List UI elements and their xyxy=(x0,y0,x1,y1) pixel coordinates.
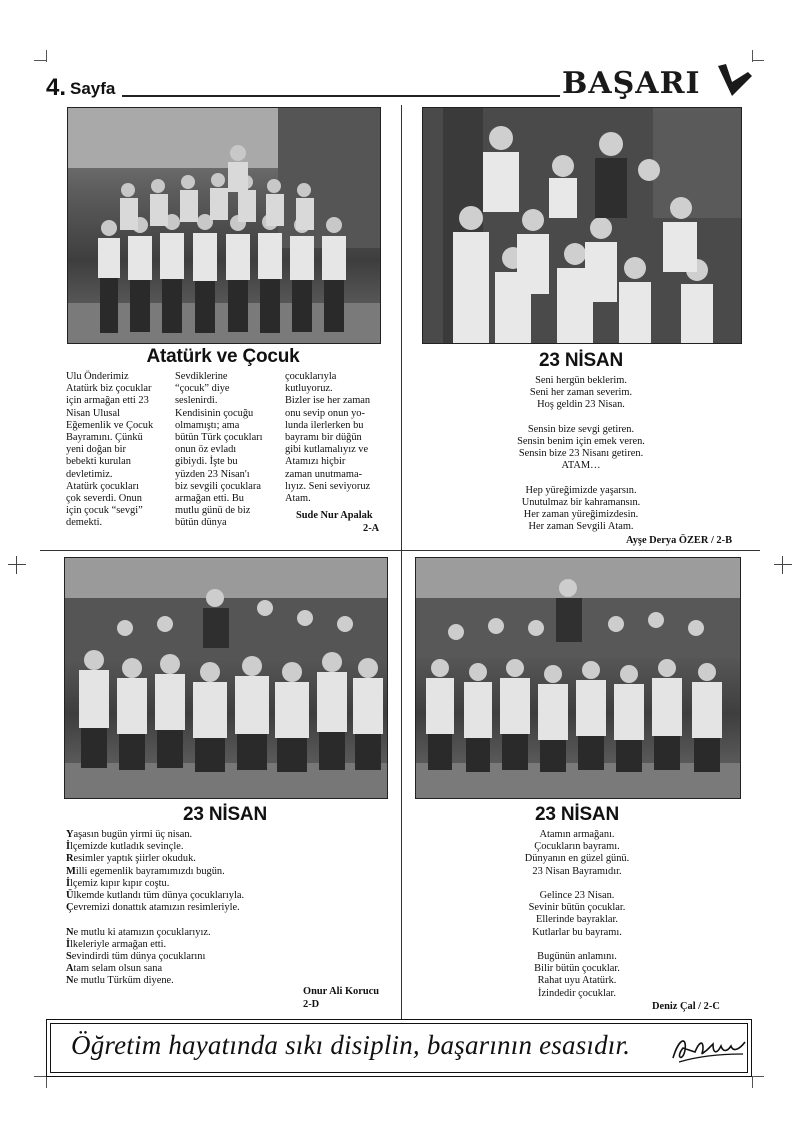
class-photo-2b xyxy=(422,107,742,344)
author-signature-2c: Deniz Çal / 2-C xyxy=(652,1001,720,1012)
author-signature-2b: Ayşe Derya ÖZER / 2-B xyxy=(626,535,733,546)
header-rule xyxy=(122,95,560,97)
poem-title-23-nisan-2d: 23 NİSAN xyxy=(183,804,267,825)
author-class: 2-A xyxy=(363,523,380,534)
article-title-ataturk-ve-cocuk: Atatürk ve Çocuk xyxy=(146,346,300,367)
author-name-2d: Onur Ali Korucu xyxy=(303,986,380,997)
article-column-3: çocuklarıyla kutluyoruz. Bizler ise her zaman onu sevip onun yo- lunda ilerlerken bu bayramı bir düğün gibi kutlamalıyız ve Atamızı hiçbir zaman unutmama- lıyız. Seni seviyoruz Atam. xyxy=(285,371,371,505)
poem-2b: Seni hergün beklerim. Seni her zaman severim. Hoş geldin 23 Nisan. Sensin bize sevgi getiren. Sensin benim için emek veren. Sensin bize 23 Nisanı getiren. ATAM… Hep yüreğimizde yaşarsın. Unutulmaz bir kahramansın. Her zaman yüreğimizdesin. Her zaman Sevgili Atam. xyxy=(517,375,645,533)
class-photo-2d xyxy=(64,557,388,799)
page-label: Sayfa xyxy=(70,79,116,98)
masthead-logo: BAŞARI xyxy=(562,66,701,101)
page-number: 4. xyxy=(46,74,67,101)
logo-swoosh-icon xyxy=(712,60,756,100)
poem-title-23-nisan-2c: 23 NİSAN xyxy=(535,804,619,825)
article-column-2: Sevdiklerine “çocuk” diye seslenirdi. Kendisinin çocuğu olmamıştı; ama bütün Türk çocukları onun öz evladı gibiydi. İşte bu yüzden 23 Nisan'ı biz sevgili çocuklara armağan etti. Bu mutlu günü de biz bütün dünya xyxy=(175,371,263,529)
author-name: Sude Nur Apalak xyxy=(296,510,373,521)
registration-mark-right xyxy=(774,556,792,574)
article-column-1: Ulu Önderimiz Atatürk biz çocuklar için armağan etti 23 Nisan Ulusal Eğemenlik ve Çocuk Bayramını. Çünkü yeni doğan bir bebekti kurulan devletimiz. Atatürk çocukları çok severdi. Onun için çocuk “sevgi” demekti. xyxy=(66,371,154,529)
registration-mark-left xyxy=(8,556,26,574)
ataturk-quote: Öğretim hayatında sıkı disiplin, başarının esasıdır. xyxy=(71,1030,631,1060)
class-photo-2a xyxy=(67,107,381,344)
class-photo-2c xyxy=(415,557,741,799)
footer-quote-box xyxy=(46,1019,752,1077)
poem-title-23-nisan-2b: 23 NİSAN xyxy=(539,350,623,371)
poem-2c: Atamın armağanı. Çocukların bayramı. Dünyanın en güzel günü. 23 Nisan Bayramıdır. Gelince 23 Nisan. Sevinir bütün çocuklar. Ellerinde bayraklar. Kutlarlar bu bayramı. Bugünün anlamını. Bilir bütün çocuklar. Rahat uyu Atatürk. İzindedir çocuklar. xyxy=(524,829,630,999)
author-class-2d: 2-D xyxy=(303,999,320,1010)
column-divider-bottom xyxy=(401,550,402,1020)
column-divider-top xyxy=(401,105,402,550)
row-divider xyxy=(40,550,760,551)
ataturk-signature-icon xyxy=(669,1028,749,1066)
acrostic-poem-2d: Yaşasın bugün yirmi üç nisan. İlçemizde kutladık sevinçle. Resimler yaptık şiirler okuduk. Milli egemenlik bayramımızdı bugün. İlçemiz kıpır kıpır coştu. Ülkemde kutlandı tüm dünya çocuklarıyla. Çevremizi donattık atamızın resimleriyle. Ne mutlu ki atamızın çocuklarıyız. İlkeleriyle armağan etti. Sevindirdi tüm dünya çocuklarını Atam selam olsun sana Ne mutlu Türküm diyene. xyxy=(66,829,245,987)
